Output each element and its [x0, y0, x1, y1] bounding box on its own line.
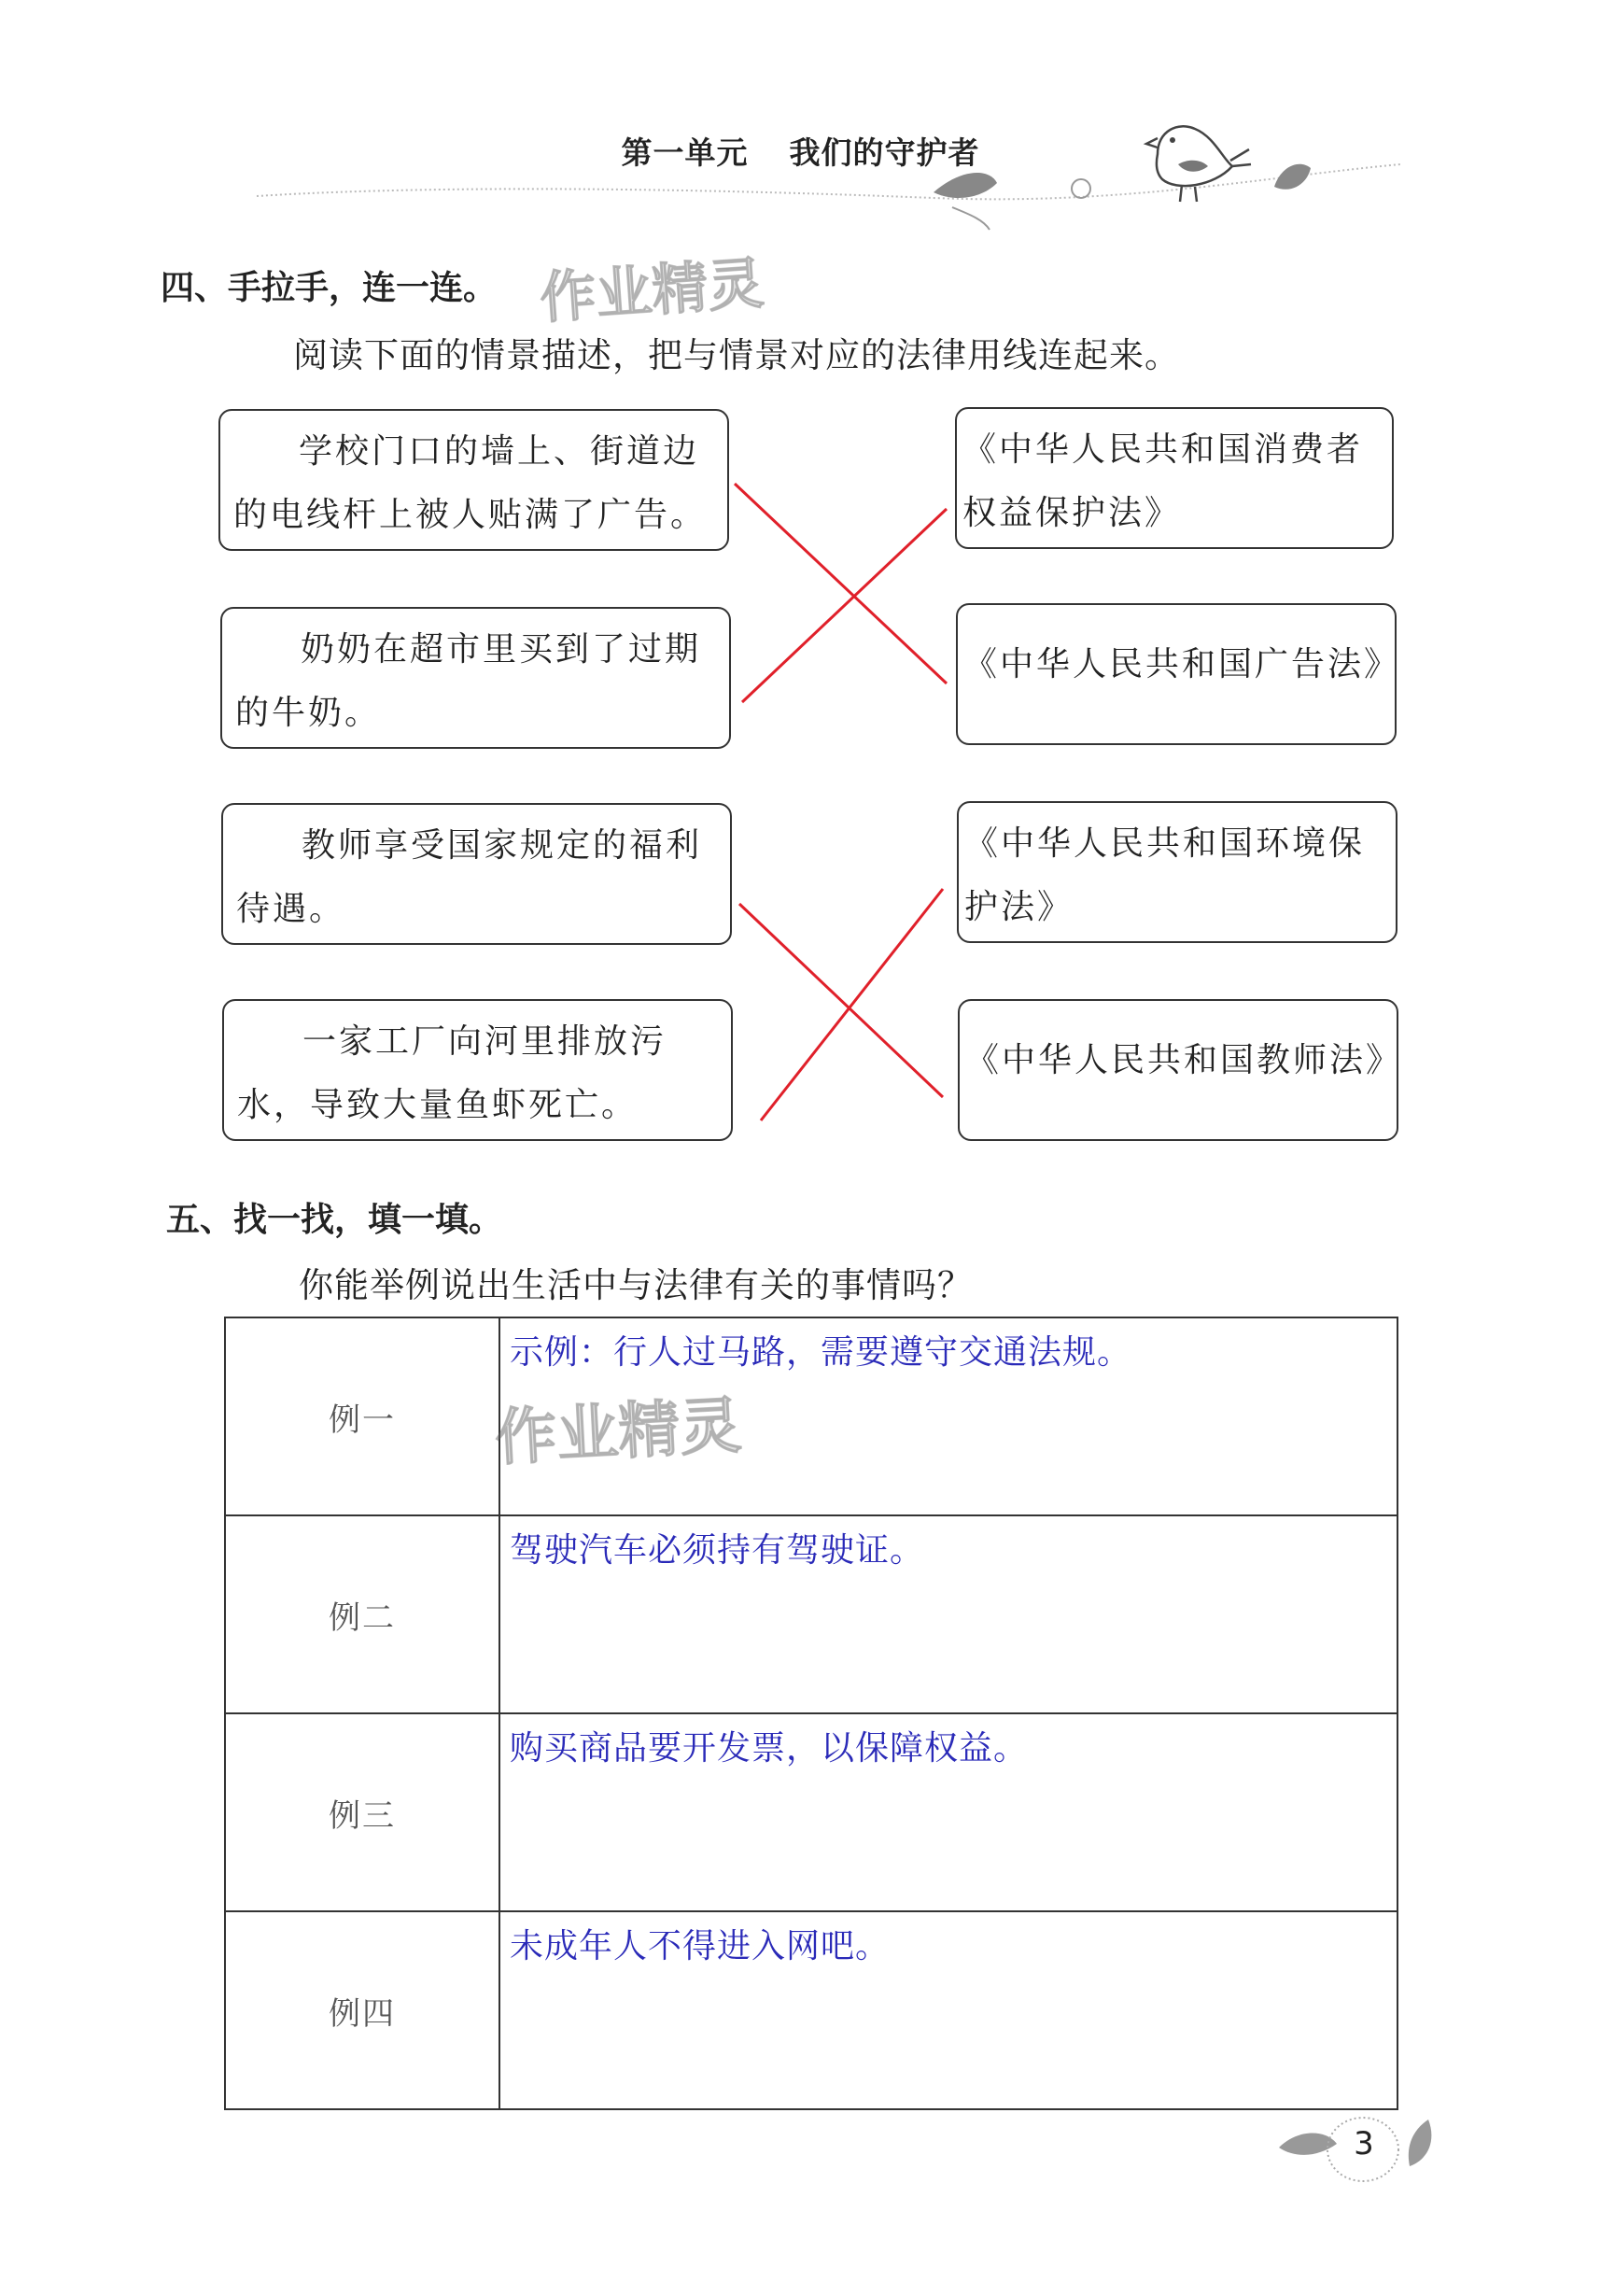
row-label: 例三 — [225, 1713, 499, 1911]
unit-label: 第一单元 — [621, 134, 749, 171]
table-row — [225, 1911, 1397, 2109]
row-label: 例四 — [225, 1911, 499, 2109]
scenario-box-1: 学校门口的墙上、街道边的电线杆上被人贴满了广告。 — [218, 409, 729, 551]
law-box-2: 《中华人民共和国广告法》 — [956, 603, 1397, 745]
row-label: 例二 — [225, 1515, 499, 1713]
section4-instruction: 阅读下面的情景描述，把与情景对应的法律用线连起来。 — [293, 335, 1180, 375]
example-table — [224, 1317, 1398, 2110]
page-number: 3 — [1354, 2125, 1374, 2162]
leaf-icon — [1274, 164, 1311, 190]
law-box-3: 《中华人民共和国环境保护法》 — [957, 801, 1397, 943]
answer-cell[interactable]: 购买商品要开发票，以保障权益。 — [499, 1713, 1397, 1911]
section4-title: 四、手拉手，连一连。 — [161, 269, 498, 307]
section5-title: 五、找一找，填一填。 — [166, 1201, 503, 1239]
law-box-1: 《中华人民共和国消费者权益保护法》 — [955, 407, 1394, 549]
leaf-icon — [934, 173, 997, 198]
answer-cell[interactable]: 未成年人不得进入网吧。 — [499, 1911, 1397, 2109]
match-line-3 — [739, 904, 943, 1097]
match-line-1 — [735, 484, 947, 683]
watermark: 作业精灵 — [493, 1389, 744, 1474]
match-line-4 — [761, 889, 943, 1120]
header-decoration — [0, 0, 1601, 243]
match-line-2 — [742, 509, 947, 702]
law-box-4: 《中华人民共和国教师法》 — [958, 999, 1398, 1141]
unit-title: 我们的守护者 — [789, 134, 980, 171]
scenario-box-4: 一家工厂向河里排放污水，导致大量鱼虾死亡。 — [222, 999, 733, 1141]
table-row — [225, 1713, 1397, 1911]
watermark: 作业精灵 — [538, 250, 766, 332]
answer-cell[interactable]: 驾驶汽车必须持有驾驶证。 — [499, 1515, 1397, 1713]
section5-instruction: 你能举例说出生活中与法律有关的事情吗？ — [299, 1265, 973, 1305]
scenario-box-2: 奶奶在超市里买到了过期的牛奶。 — [220, 607, 731, 749]
row-label: 例一 — [225, 1317, 499, 1515]
table-row — [225, 1515, 1397, 1713]
swirl-icon — [1072, 179, 1090, 198]
leaf-icon — [1409, 2120, 1432, 2166]
answer-cell[interactable]: 示例：行人过马路，需要遵守交通法规。 — [499, 1317, 1397, 1515]
scenario-box-3: 教师享受国家规定的福利待遇。 — [221, 803, 732, 945]
table-row — [225, 1317, 1397, 1515]
